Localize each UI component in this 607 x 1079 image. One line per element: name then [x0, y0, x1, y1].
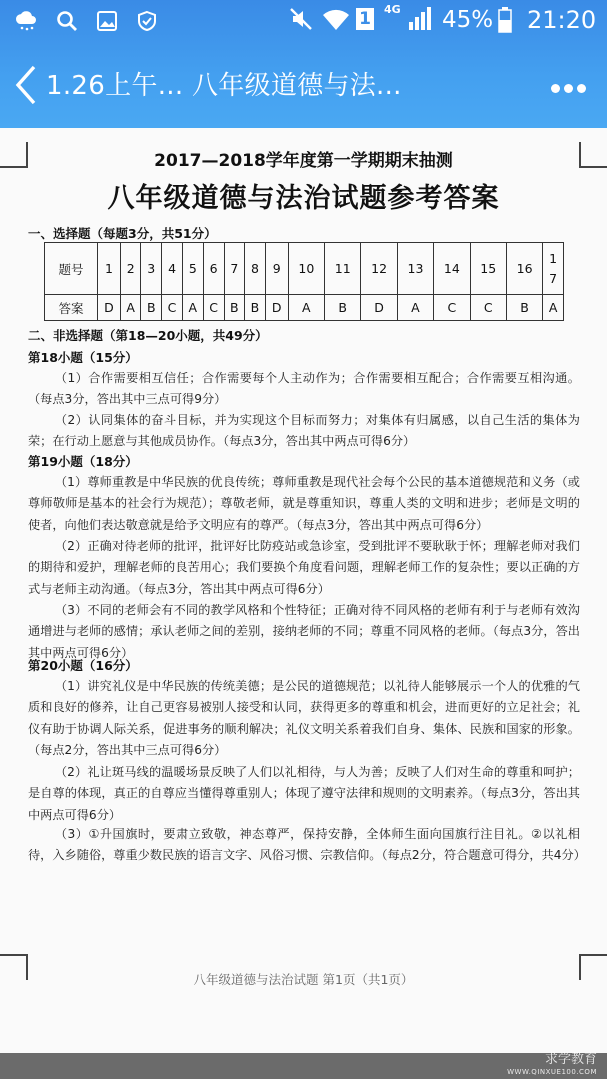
answer-cell: A: [543, 295, 564, 321]
question-number: 16: [506, 243, 542, 295]
question-number: 13: [397, 243, 433, 295]
section-one-heading: 一、选择题（每题3分，共51分）: [28, 226, 217, 241]
battery-percent: 45%: [442, 7, 494, 33]
battery-icon: [498, 7, 512, 41]
more-menu-button[interactable]: [551, 78, 591, 90]
document-page: [0, 128, 607, 1053]
question-number: 3: [141, 243, 162, 295]
answer-cell: C: [434, 295, 470, 321]
question-20-heading: 第20小题（16分）: [28, 658, 138, 673]
question-number: 15: [470, 243, 506, 295]
exam-subtitle: 2017—2018学年度第一学期期末抽测: [154, 151, 453, 171]
question-number: 9: [265, 243, 288, 295]
signal-icon: [408, 6, 432, 40]
answer-cell: C: [162, 295, 183, 321]
navigation-bar: [0, 52, 607, 122]
document-title: 1.26上午... 八年级道德与法...: [46, 71, 402, 101]
status-bar: [0, 0, 607, 42]
gallery-icon: [96, 10, 118, 37]
answer-paragraph: （2）正确对待老师的批评，批评好比防疫站或急诊室，受到批评不要耿耿于怀；理解老师对我们的期待和爱护，理解老师的良苦用心；我们要换个角度看问题，理解老师工作的复杂性；要以正确的方式与老师主动沟通。（每点3分，答出其中两点可得6分）: [28, 539, 580, 596]
mute-icon: [288, 6, 314, 40]
answer-cell: B: [506, 295, 542, 321]
answer-cell: B: [325, 295, 361, 321]
answer-cell: D: [265, 295, 288, 321]
question-number: 7: [224, 243, 245, 295]
question-number: 2: [120, 243, 141, 295]
answer-cell: A: [183, 295, 204, 321]
page-footer: 八年级道德与法治试题 第1页（共1页）: [193, 972, 414, 987]
clock: 21:20: [527, 6, 597, 34]
weather-icon: [14, 10, 38, 37]
question-number: 11: [325, 243, 361, 295]
answer-cell: A: [397, 295, 433, 321]
chevron-left-icon: [12, 62, 42, 108]
question-number: 5: [183, 243, 204, 295]
answer-cell: B: [224, 295, 245, 321]
answer-cell: A: [120, 295, 141, 321]
question-number: 12: [361, 243, 397, 295]
row-label: 答案: [45, 295, 98, 321]
app-bar: [0, 0, 607, 128]
question-number-row: [45, 243, 564, 295]
question-number: 1: [98, 243, 121, 295]
answer-paragraph: （2）礼让斑马线的温暖场景反映了人们以礼相待，与人为善；反映了人们对生命的尊重和呵护；是自尊的体现，真正的自尊应当懂得尊重别人；体现了遵守法律和规则的文明素养。（每点3分，答出其中两点可得6分）: [28, 765, 580, 822]
watermark-url: WWW.QINXUE100.COM: [507, 1068, 597, 1076]
shield-icon: [136, 10, 158, 37]
network-type: 4G: [384, 3, 401, 16]
question-number: 1 7: [543, 243, 564, 295]
answer-cell: A: [288, 295, 324, 321]
exam-title: 八年级道德与法治试题参考答案: [107, 183, 500, 214]
answer-cell: B: [141, 295, 162, 321]
question-number: 6: [203, 243, 224, 295]
answer-cell: B: [245, 295, 266, 321]
answer-table: [44, 242, 564, 321]
question-18-heading: 第18小题（15分）: [28, 350, 138, 365]
question-number: 8: [245, 243, 266, 295]
question-19-heading: 第19小题（18分）: [28, 454, 138, 469]
question-number: 10: [288, 243, 324, 295]
answer-row: [45, 295, 564, 321]
watermark-logo: [507, 1052, 597, 1076]
answer-paragraph: （3）不同的老师会有不同的教学风格和个性特征；正确对待不同风格的老师有利于与老师有效沟通增进与老师的感情；承认老师之间的差别，接纳老师的不同；尊重不同风格的老师。（每点3分，答出其中两点可得6分）: [28, 603, 580, 660]
answer-cell: C: [470, 295, 506, 321]
watermark-text: 求学教育: [544, 1052, 597, 1067]
answer-paragraph: （1）合作需要相互信任；合作需要每个人主动作为；合作需要相互配合；合作需要互相沟通。（每点3分，答出其中三点可得9分）: [28, 371, 580, 407]
answer-paragraph: （2）认同集体的奋斗目标，并为实现这个目标而努力；对集体有归属感，以自己生活的集体为荣；在行动上愿意与其他成员协作。（每点3分，答出其中两点可得6分）: [28, 413, 580, 449]
search-icon: [56, 10, 78, 37]
answer-paragraph: （3）①升国旗时，要肃立致敬，神态尊严，保持安静，全体师生面向国旗行注目礼。②以礼相待，入乡随俗，尊重少数民族的语言文字、风俗习惯、宗教信仰。（每点2分，符合题意可得分，共4分）: [28, 827, 586, 863]
question-number: 14: [434, 243, 470, 295]
section-two-heading: 二、非选择题（第18—20小题，共49分）: [28, 328, 268, 343]
answer-cell: C: [203, 295, 224, 321]
row-label: 题号: [45, 243, 98, 295]
answer-cell: D: [98, 295, 121, 321]
wifi-icon: [322, 6, 350, 40]
answer-paragraph: （1）讲究礼仪是中华民族的传统美德；是公民的道德规范；以礼待人能够展示一个人的优雅的气质和良好的修养，让自己更容易被别人接受和认同，获得更多的尊重和机会，进而更好的立足社会；礼仪有助于协调人际关系，促进事务的顺利解决；礼仪文明关系着我们自身、集体、民族和国家的形象。（每点2分，答出其中三点可得6分）: [28, 679, 580, 757]
answer-cell: D: [361, 295, 397, 321]
question-number: 4: [162, 243, 183, 295]
sim-slot-badge: 1: [356, 8, 374, 30]
answer-paragraph: （1）尊师重教是中华民族的优良传统；尊师重教是现代社会每个公民的基本道德规范和义务（或尊师敬师是基本的社会行为规范）；尊敬老师，就是尊重知识，尊重人类的文明和进步；老师是文明的使者，向他们表达敬意就是给予文明应有的尊严。（每点3分，答出其中两点可得6分）: [28, 475, 580, 532]
